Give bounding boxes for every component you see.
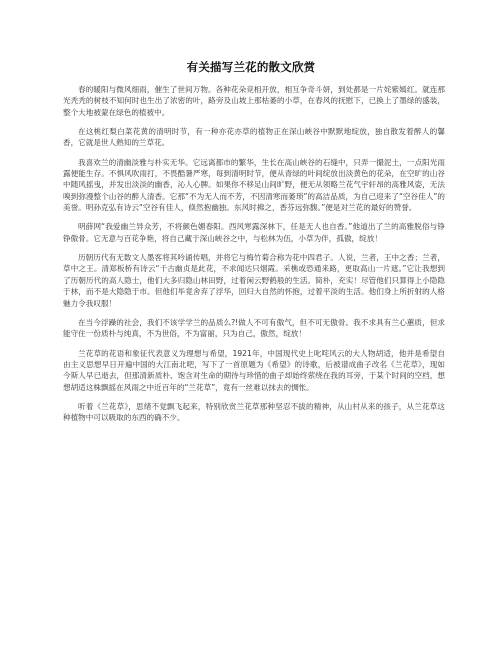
- paragraph: 在当今浮躁的社会，我们不该学学兰的品质么?!做人不可有傲气，但不可无傲骨。我不求具有兰心蕙质，但求能守住一份质朴与纯真，不为世俗，不为富丽，只为自己，傲然，绽放！: [63, 317, 445, 339]
- paragraph: 历朝历代有无数文人墨客将其吟诵传唱，并将它与梅竹菊合称为花中四君子。人说，兰者，王中之香；兰者，草中之王。清郑板桥有诗云“千古幽贞是此花，不求闻达只烟霞。采樵或恐通来路，更取高山一片遮。”它让我想到了历朝历代的高人隐士，他们大多归隐山林田野，过着闲云野鹤般的生活。简朴，充实！尽管他们只算得上小隐隐于林，而不是大隐隐于市。但他们毕竟舍弃了浮华，回归大自然的怀抱，过着平淡的生活。他们身上所折射的人格魅力令我叹服！: [63, 253, 445, 308]
- document-body: [63, 84, 445, 432]
- paragraph: 听着《兰花草》，思绪不觉飘飞起来，特别欣赏兰花草那种坚忍不拔的精神，从山村从来的孩子，从兰花草这种植物中可以吸取的东西的确不少。: [63, 401, 445, 423]
- paragraph: 明薛网“我爱幽兰异众芳，不将颜色媚春阳。西风寒露深林下，任是无人也自香。”他道出了兰的高雅脱俗与铮铮傲骨。它无意与百花争艳，将自己藏于深山峡谷之中，与松林为伍，小草为伴，孤傲，绽放！: [63, 222, 445, 243]
- paragraph: 我喜欢兰的清幽淡雅与朴实无华。它远离都市的繁华，生长在高山峡谷的石缝中，只弄一撮泥土，一点阳光雨露便能生存。不惧风吹雨打，不畏酷暑严寒，每到清明时节，便从青绿的叶间绽放出淡黄色的花朵，在空旷的山谷中随风摇曳，并发出淡淡的幽香，沁人心脾。如果你不移足山间旷野，便无从领略兰花气宇轩昂的高雅风姿，无法嗅到弥漫整个山谷的醉人清香。它那“不为无人而不芳，不因清寒而萎琐”的高洁品质，为自己迎来了“空谷佳人”的美誉。明孙克弘有诗云“空谷有佳人，倏然抱幽独。东风时拂之，香芬远弥馥。”便是对兰花的最好的赞誉。: [63, 157, 445, 213]
- paragraph: 在这桃红梨白菜花黄的清明时节，有一种亦花亦草的植物正在深山峡谷中默默地绽放，独自散发着醉人的馨香，它就是世人熟知的兰草花。: [63, 127, 445, 148]
- paragraph: 春的暖阳与微风细雨，催生了世间万物。各种花朵竞相开放，相互争奇斗妍，到处都是一片姹紫嫣红。就连那光秃秃的树枝不知何时也生出了浓密的叶，路旁及山坡上那枯萎的小草，在春风的抚慰下，已换上了墨绿的盛装，整个大地被蒙在绿色的植被中。: [63, 85, 445, 117]
- paragraph: 兰花草的花语和象征代表意义为理想与希望，1921年，中国现代史上叱咤风云的大人物胡适，他并是希望自由主义思想早日开遍中国的大江南北吧，写下了一首原题为《希望》的诗歌，后被谱成曲子改名《兰花草》，现如今斯人早已逝去，但那清新质朴、饱含对生命的期待与珍惜的曲子却始终萦绕在我的耳旁，于某个时间的空档，想想胡适这株飘摇在风雨之中近百年的“兰花草”，竟有一丝难以抹去的惆怅。: [63, 348, 445, 392]
- document-title: 有关描写兰花的散文欣赏: [186, 60, 316, 74]
